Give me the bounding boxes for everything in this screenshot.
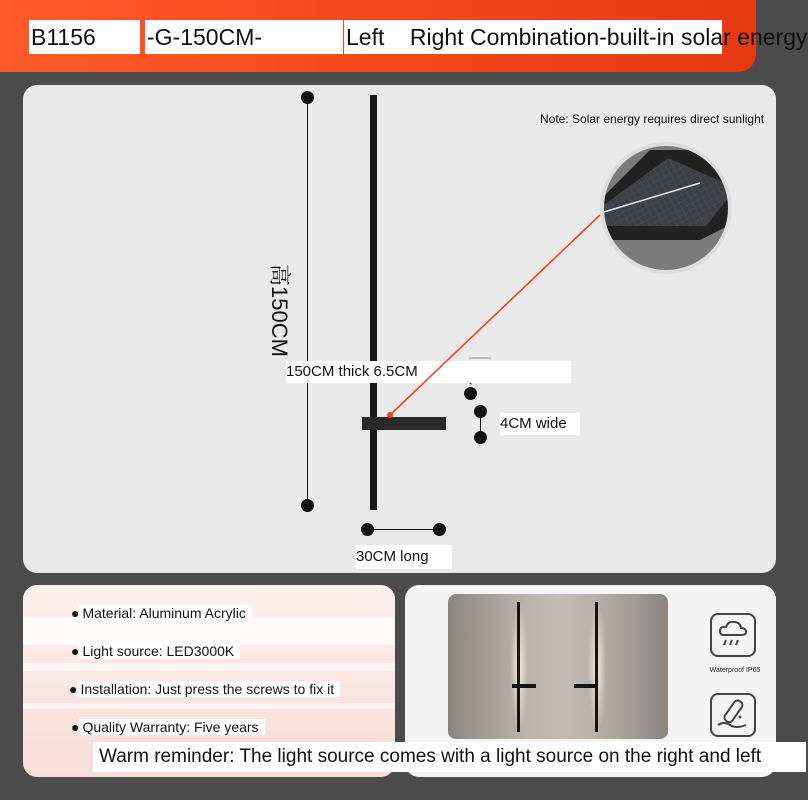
spec-item-material: ● Material: Aluminum Acrylic [23, 601, 395, 625]
lamp-photo-left-bar [517, 602, 520, 732]
waterproof-label: Waterproof IP65 [709, 667, 761, 674]
stripe [23, 663, 395, 671]
spec-text: Installation: Just press the screws to fix it [77, 681, 340, 697]
warm-reminder: Warm reminder: The light source comes with a light source on the right and left [93, 742, 806, 772]
test-tube-icon [710, 693, 756, 737]
width-label: 4CM wide [500, 413, 580, 435]
spec-text: Light source: LED3000K [79, 643, 240, 659]
callout-pointer-dot [387, 412, 393, 418]
model-label: B1156 [29, 20, 140, 54]
lamp-photo-right-arm [574, 684, 598, 688]
solar-note: Note: Solar energy requires direct sunlight [540, 112, 765, 126]
spec-item-warranty: ● Quality Warranty: Five years [23, 715, 395, 739]
lamp-photo-left-arm [512, 684, 536, 688]
spec-label: -G-150CM- [145, 20, 343, 54]
spec-item-light-source: ● Light source: LED3000K [23, 639, 395, 663]
callout-pointer-line [390, 215, 600, 415]
spec-item-installation: ● Installation: Just press the screws to fix it [23, 677, 395, 701]
variant-label: Left Right Combination-built-in solar energy [344, 20, 722, 54]
rain-cloud-icon [710, 613, 756, 657]
spec-text: Quality Warranty: Five years [79, 719, 264, 735]
height-label: 高150CM [267, 264, 292, 357]
lamp-photo-right-bar [595, 602, 598, 732]
stripe [23, 703, 395, 709]
thickness-label: 150CM thick 6.5CM [286, 361, 571, 383]
spec-text: Material: Aluminum Acrylic [79, 605, 251, 621]
lamp-photo [448, 594, 668, 739]
length-label: 30CM long [356, 545, 452, 569]
